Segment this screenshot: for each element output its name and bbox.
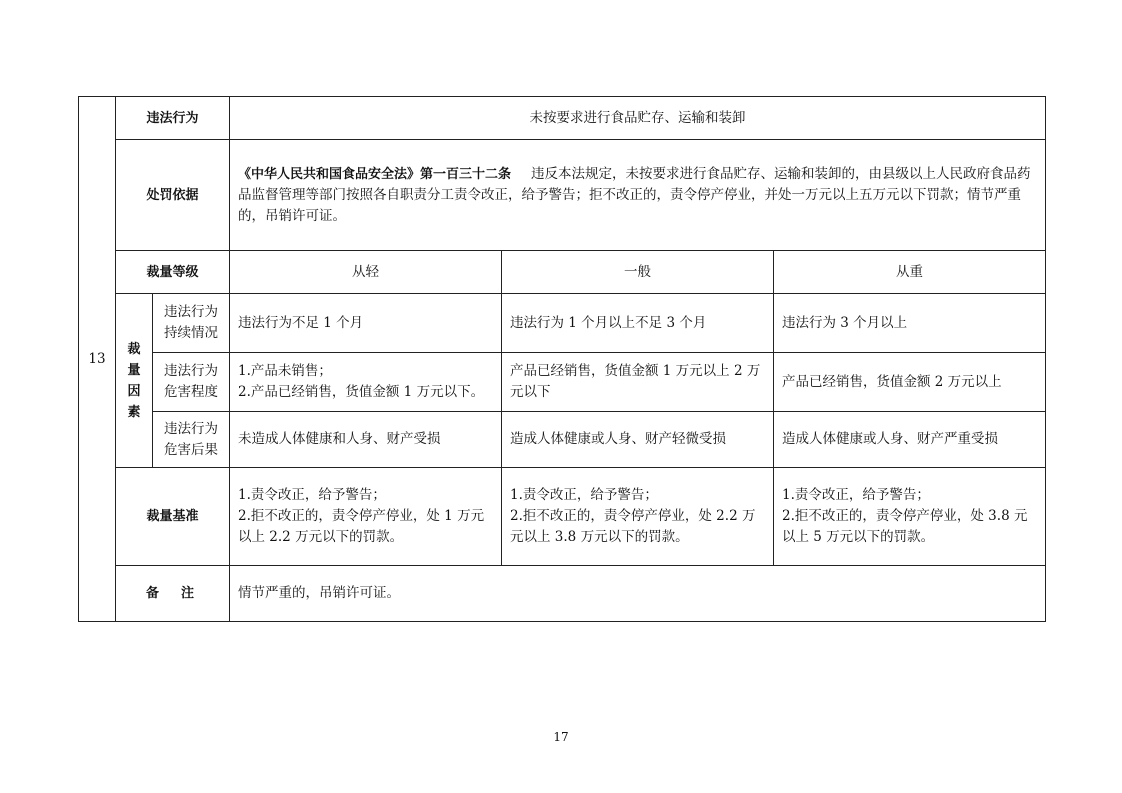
- levels-row: [79, 251, 1046, 294]
- violation-value: 未按要求进行食品贮存、运输和装卸: [230, 97, 1046, 140]
- discretion-table: [78, 96, 1046, 622]
- factor-heavy: 违法行为 3 个月以上: [774, 294, 1046, 353]
- level-light: 从轻: [230, 251, 502, 294]
- factor-name-line: 危害后果: [164, 441, 218, 458]
- standard-line: 2.拒不改正的，责令停产停业，处 2.2 万元以上 3.8 万元以下的罚款。: [510, 508, 756, 545]
- factor-light: 违法行为不足 1 个月: [230, 294, 502, 353]
- factor-normal: 造成人体健康或人身、财产轻微受损: [502, 412, 774, 468]
- standard-line: 1.责令改正，给予警告；: [510, 487, 658, 503]
- factor-name-line: 违法行为: [164, 363, 218, 379]
- factor-heavy: 造成人体健康或人身、财产严重受损: [774, 412, 1046, 468]
- factor-row-duration: [79, 294, 1046, 353]
- basis-law-title: 《中华人民共和国食品安全法》第一百三十二条: [238, 166, 512, 182]
- level-normal: 一般: [502, 251, 774, 294]
- remark-value: 情节严重的，吊销许可证。: [230, 566, 1046, 622]
- remark-label: 备注: [116, 566, 230, 622]
- standard-row: [79, 468, 1046, 566]
- factor-name: [153, 294, 230, 353]
- standard-line: 1.责令改正，给予警告；: [782, 487, 930, 503]
- standard-heavy: [774, 468, 1046, 566]
- remark-row: [79, 566, 1046, 622]
- standard-line: 2.拒不改正的，责令停产停业，处 1 万元以上 2.2 万元以下的罚款。: [238, 508, 485, 545]
- factor-light: 未造成人体健康和人身、财产受损: [230, 412, 502, 468]
- page-number: 17: [553, 730, 569, 744]
- factors-label-char: 素: [127, 404, 141, 420]
- factor-name-line: 持续情况: [164, 325, 218, 341]
- factor-name: [153, 412, 230, 468]
- factor-name-line: 危害程度: [164, 384, 218, 400]
- factor-light-line: 2.产品已经销售，货值金额 1 万元以下。: [238, 384, 485, 400]
- basis-row: [79, 140, 1046, 251]
- basis-value: [230, 140, 1046, 251]
- factor-row-consequence: [79, 412, 1046, 468]
- factor-light: [230, 353, 502, 412]
- violation-label: 违法行为: [116, 97, 230, 140]
- factors-label-char: 因: [127, 383, 141, 399]
- factor-light-line: 1.产品未销售；: [238, 363, 332, 379]
- standard-line: 2.拒不改正的，责令停产停业，处 3.8 元以上 5 万元以下的罚款。: [782, 508, 1028, 545]
- level-heavy: 从重: [774, 251, 1046, 294]
- factor-name: [153, 353, 230, 412]
- basis-label: 处罚依据: [116, 140, 230, 251]
- standard-label: 裁量基准: [116, 468, 230, 566]
- factor-normal: 违法行为 1 个月以上不足 3 个月: [502, 294, 774, 353]
- factors-label: [116, 294, 153, 468]
- factor-heavy: 产品已经销售，货值金额 2 万元以上: [774, 353, 1046, 412]
- basis-text: 违反本法规定，未按要求进行食品贮存、运输和装卸的，由县级以上人民政府食品药品监督管理等部门按照各自职责分工责令改正，给予警告；拒不改正的，责令停产停业，并处一万元以上五万元以下罚款；情节严重的，吊销许可证。: [238, 165, 1031, 224]
- factor-name-line: 违法行为: [164, 420, 218, 437]
- factors-label-char: 量: [127, 362, 141, 378]
- factor-name-line: 违法行为: [164, 304, 218, 320]
- factor-row-degree: [79, 353, 1046, 412]
- standard-line: 1.责令改正，给予警告；: [238, 487, 386, 503]
- standard-light: [230, 468, 502, 566]
- factor-normal: 产品已经销售，货值金额 1 万元以上 2 万元以下: [502, 353, 774, 412]
- row-number: 13: [79, 97, 116, 622]
- standard-normal: [502, 468, 774, 566]
- factors-label-char: 裁: [127, 341, 141, 357]
- violation-row: [79, 97, 1046, 140]
- levels-label: 裁量等级: [116, 251, 230, 294]
